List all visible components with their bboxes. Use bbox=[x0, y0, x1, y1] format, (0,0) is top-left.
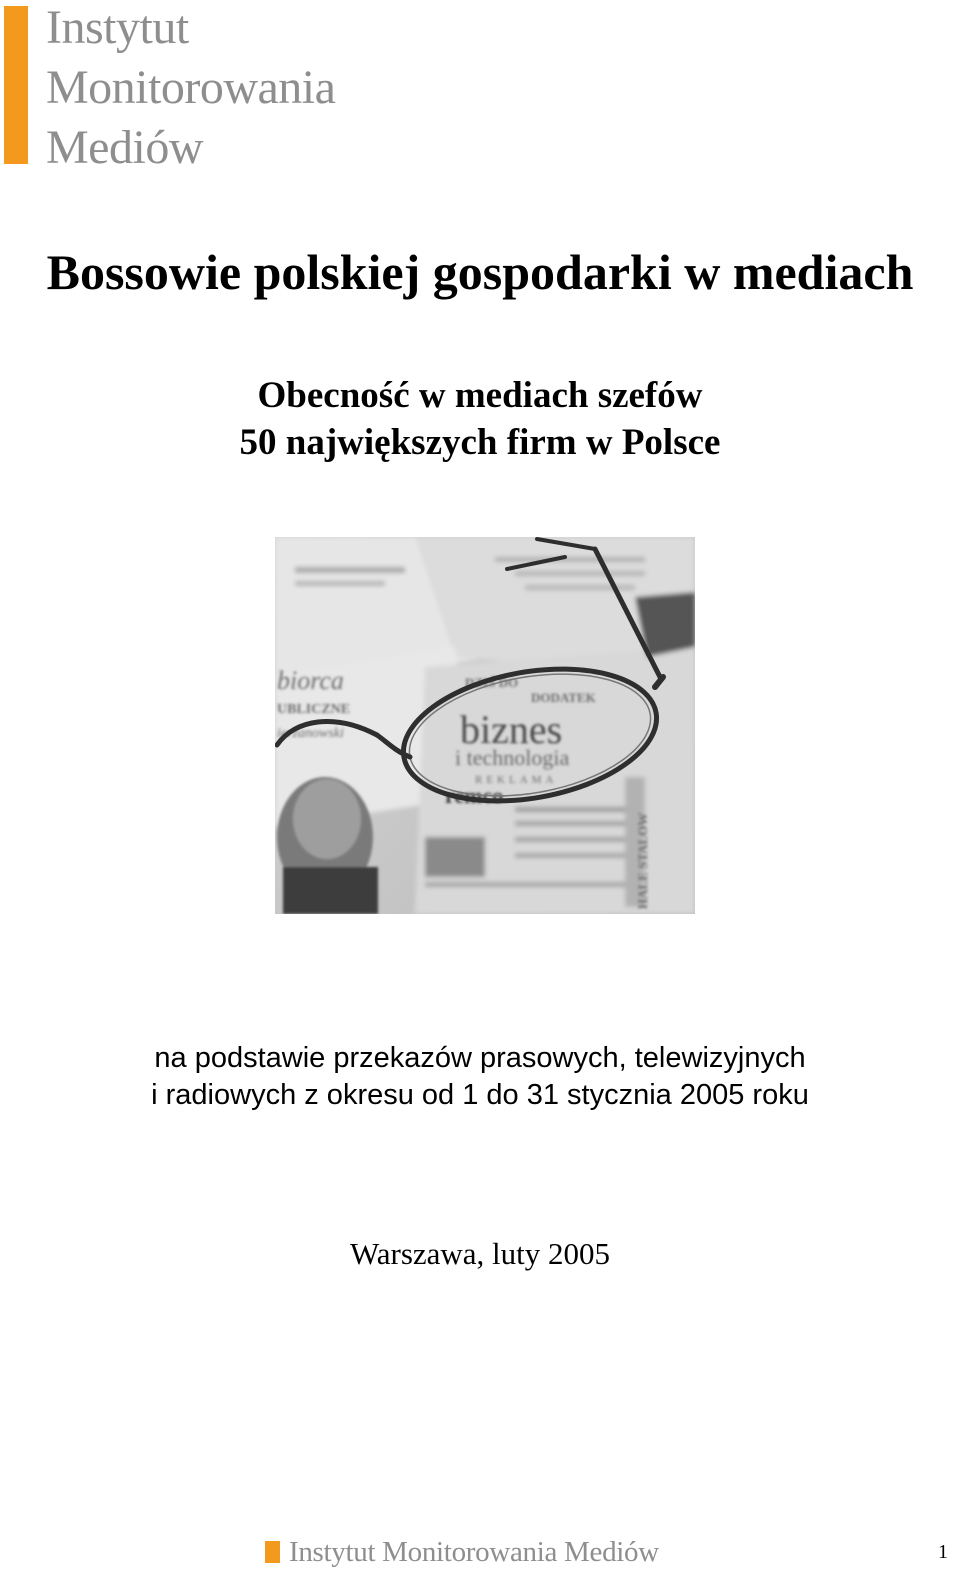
photo-word-biznes: biznes bbox=[460, 707, 563, 752]
photo-word-remco: remco bbox=[445, 783, 504, 808]
footer-logo-square bbox=[265, 1541, 280, 1563]
page-footer bbox=[0, 1534, 960, 1574]
logo-line-mediow: Mediów bbox=[46, 121, 203, 174]
photo-word-dodatek: DODATEK bbox=[531, 690, 596, 705]
publication-place-date: Warszawa, luty 2005 bbox=[349, 1236, 611, 1271]
photo-word-name: ierżanowski bbox=[277, 726, 344, 741]
cover-photo-glasses-newspapers bbox=[275, 537, 695, 914]
photo-word-technologia: i technologia bbox=[455, 745, 570, 770]
report-description-line1: na podstawie przekazów prasowych, telewizyjnych bbox=[154, 1042, 806, 1074]
page-number: 1 bbox=[938, 1541, 948, 1563]
photo-word-hale: HALE STALOW bbox=[635, 812, 650, 909]
photo-word-reklama: REKLAMA bbox=[475, 774, 558, 786]
photo-word-biorca: biorca bbox=[277, 666, 344, 695]
photo-word-dzis: DZIŚ DO bbox=[465, 675, 519, 690]
report-subtitle-line2: 50 największych firm w Polsce bbox=[239, 422, 721, 463]
report-title: Bossowie polskiej gospodarki w mediach bbox=[46, 244, 914, 300]
report-description-line2: i radiowych z okresu od 1 do 31 stycznia 2005 roku bbox=[151, 1079, 809, 1111]
logo-line-instytut: Instytut bbox=[46, 1, 189, 54]
photo-word-publiczne: UBLICZNE bbox=[277, 702, 351, 717]
logo-line-monitorowania: Monitorowania bbox=[46, 61, 336, 114]
institute-logo bbox=[0, 0, 400, 180]
report-subtitle-line1: Obecność w mediach szefów bbox=[257, 375, 703, 416]
logo-accent-bar bbox=[4, 6, 28, 164]
footer-org-name: Instytut Monitorowania Mediów bbox=[289, 1536, 659, 1568]
